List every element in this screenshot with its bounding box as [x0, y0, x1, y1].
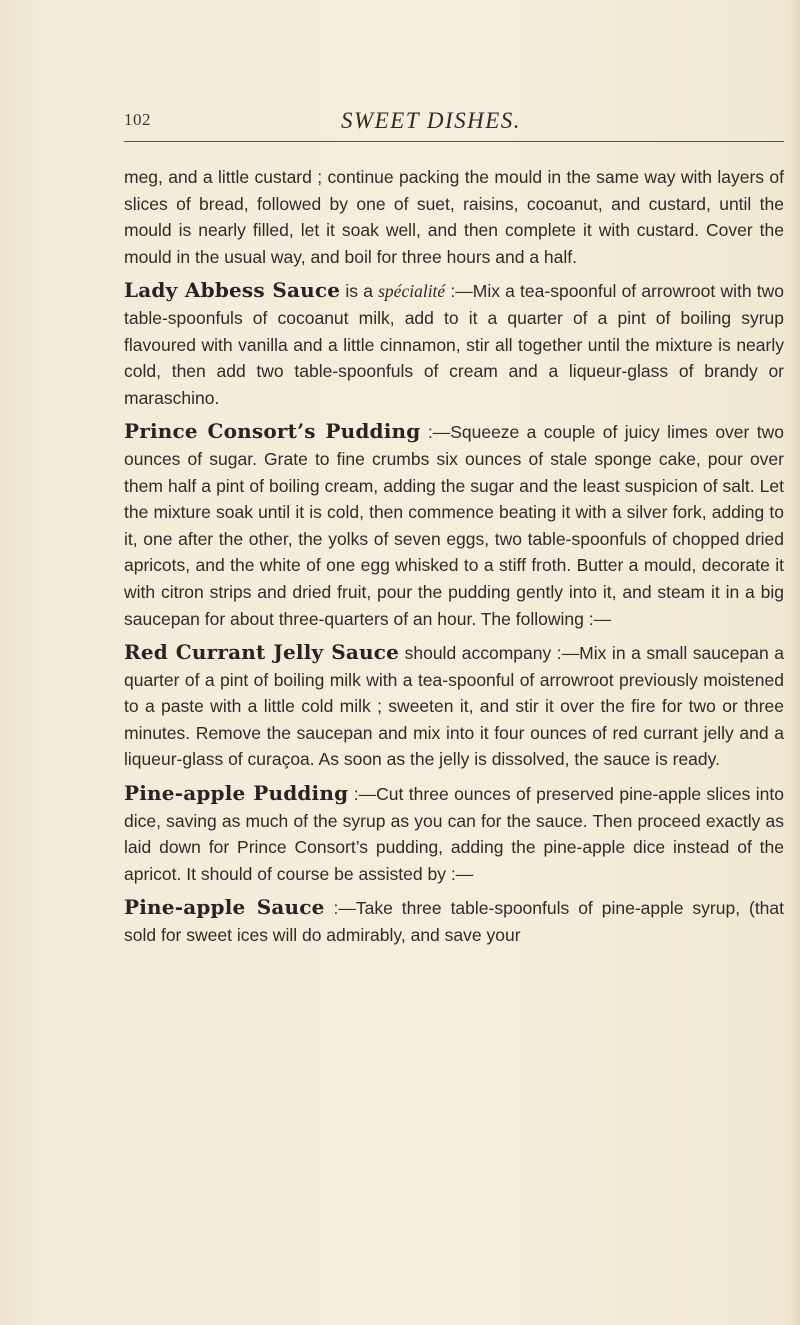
recipe-intro: is a: [340, 281, 379, 302]
recipe-title: Lady Abbess Sauce: [124, 278, 341, 303]
header-rule: [124, 141, 784, 142]
recipe-title: Red Currant Jelly Sauce: [124, 640, 400, 665]
recipe-pine-apple-pudding: [124, 780, 784, 887]
continuation-paragraph: meg, and a little custard ; continue packing the mould in the same way with layers of slices of bread, followed by one of suet, raisins, cocoanut, and custard, until the mould is nearly filled, let it soak well, and then complete it with custard. Cover the mould in the usual way, and boil for three hours and a half.: [124, 167, 784, 267]
page-edge-shadow: [786, 0, 800, 1325]
recipe-text: :—Squeeze a couple of juicy limes over two ounces of sugar. Grate to fine crumbs six ounces of stale sponge cake, pour over them half a pint of boiling cream, adding the sugar and the least suspicion of salt. Let the mixture soak until it is cold, then commence beating it with a silver fork, adding to it, one after the other, the yolks of seven eggs, two table-spoonfuls of chopped dried apricots, and the white of one egg whisked to a stiff froth. Butter a mould, decorate it with citron strips and dried fruit, pour the pudding gently into it, and steam it in a big saucepan for about three-quarters of an hour. The following :—: [124, 422, 784, 629]
recipe-text: should accompany :—Mix in a small saucepan a quarter of a pint of boiling milk with a tea-spoonful of arrowroot previously moistened to a paste with a little cold milk ; sweeten it, and stir it over the fire for two or three minutes. Remove the saucepan and mix into it four ounces of red currant jelly and a liqueur-glass of curaçoa. As soon as the jelly is dissolved, the sauce is ready.: [124, 643, 784, 770]
recipe-red-currant-jelly-sauce: [124, 639, 784, 773]
page-header: [124, 108, 784, 138]
recipe-text: :—Cut three ounces of preserved pine-apple slices into dice, saving as much of the syrup as you can for the sauce. Then proceed exactly as laid down for Prince Consort’s pudding, adding the pine-apple dice instead of the apricot. It should of course be assisted by :—: [124, 784, 784, 884]
recipe-title: Pine-apple Sauce: [124, 895, 325, 920]
recipe-lady-abbess-sauce: [124, 277, 784, 411]
page-body: [124, 164, 784, 949]
specialite-word: spécialité: [378, 281, 446, 302]
recipe-prince-consorts-pudding: [124, 418, 784, 632]
recipe-text: :—Take three table-spoonfuls of pine-apple syrup, (that sold for sweet ices will do admirably, and save your: [124, 898, 785, 946]
recipe-text: :—Mix a tea-spoonful of arrowroot with two table-spoonfuls of cocoanut milk, add to it a quarter of a pint of boiling syrup flavoured with vanilla and a little cinnamon, stir all together until the mixture is nearly cold, then add two table-spoonfuls of cream and a liqueur-glass of brandy or maraschino.: [124, 281, 784, 408]
running-head: SWEET DISHES.: [341, 108, 522, 133]
page-number: 102: [124, 110, 151, 129]
recipe-title: Prince Consort’s Pudding: [124, 419, 421, 444]
recipe-pine-apple-sauce: [124, 894, 784, 948]
recipe-title: Pine-apple Pudding: [124, 781, 349, 806]
